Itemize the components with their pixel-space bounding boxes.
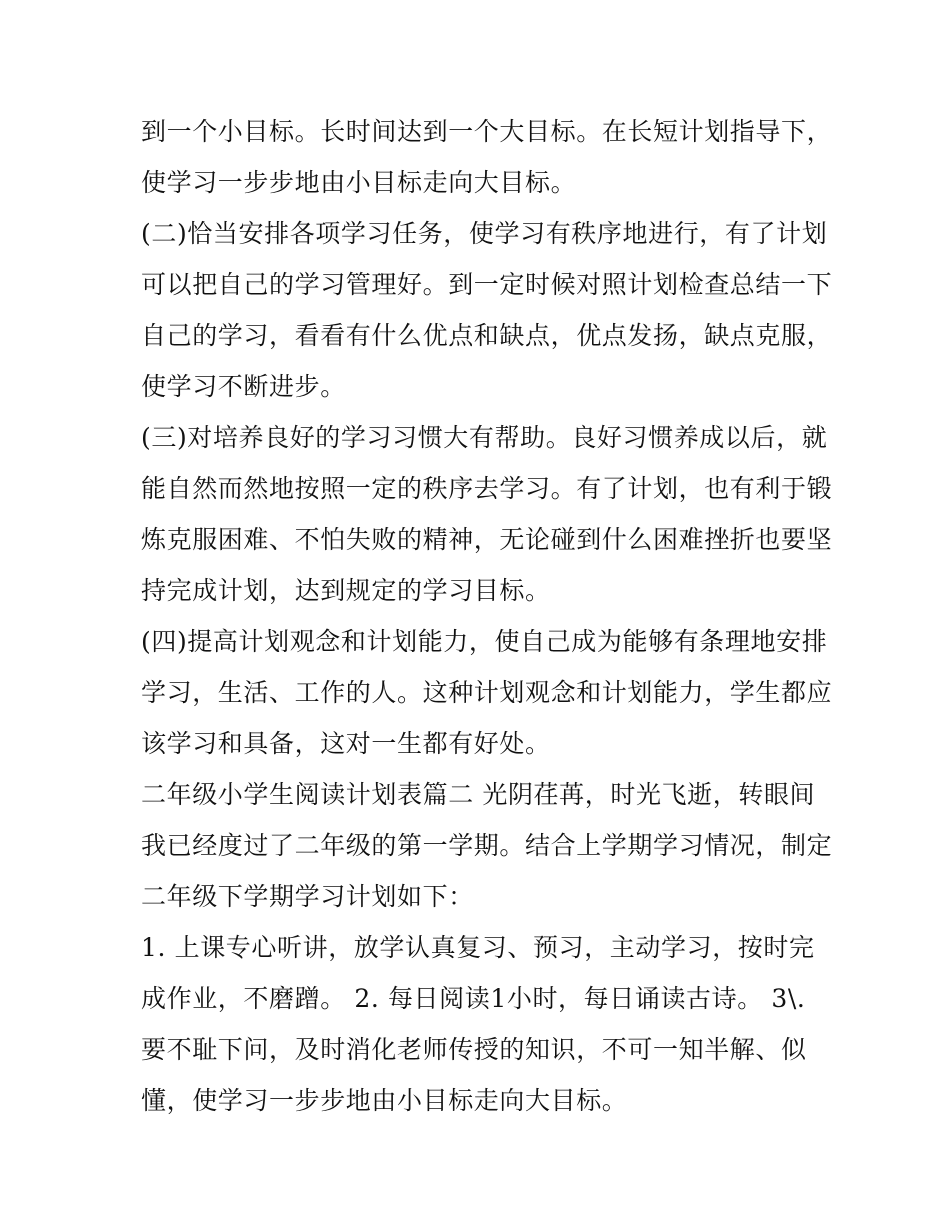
text-line: 学习，生活、工作的人。这种计划观念和计划能力，学生都应 (141, 678, 833, 707)
text-line: 持完成计划，达到规定的学习目标。 (141, 576, 551, 605)
text-line: 要不耻下问，及时消化老师传授的知识，不可一知半解、似 (141, 1035, 807, 1064)
text-line: 该学习和具备，这对一生都有好处。 (141, 729, 551, 758)
text-line: (二)恰当安排各项学习任务，使学习有秩序地进行，有了计划 (141, 219, 828, 248)
text-line: (四)提高计划观念和计划能力，使自己成为能够有条理地安排 (141, 627, 828, 656)
text-line: 可以把自己的学习管理好。到一定时候对照计划检查总结一下 (141, 270, 833, 299)
text-line: 自己的学习，看看有什么优点和缺点，优点发扬，缺点克服， (141, 321, 833, 350)
text-line: 我已经度过了二年级的第一学期。结合上学期学习情况，制定 (141, 831, 833, 860)
text-line: 成作业，不磨蹭。 2. 每日阅读1小时，每日诵读古诗。 3\. (141, 984, 806, 1013)
text-line: 能自然而然地按照一定的秩序去学习。有了计划，也有利于锻 (141, 474, 833, 503)
text-line: 到一个小目标。长时间达到一个大目标。在长短计划指导下， (141, 117, 833, 146)
body-text (141, 106, 831, 1126)
text-line: 懂，使学习一步步地由小目标走向大目标。 (141, 1086, 628, 1115)
text-line: 二年级下学期学习计划如下： (141, 882, 474, 911)
text-line: 炼克服困难、不怕失败的精神，无论碰到什么困难挫折也要坚 (141, 525, 833, 554)
text-line: 使学习一步步地由小目标走向大目标。 (141, 168, 577, 197)
text-line: 使学习不断进步。 (141, 372, 346, 401)
text-line: (三)对培养良好的学习习惯大有帮助。良好习惯养成以后，就 (141, 423, 828, 452)
text-line: 1. 上课专心听讲，放学认真复习、预习，主动学习，按时完 (141, 933, 815, 962)
text-line: 二年级小学生阅读计划表篇二 光阴荏苒，时光飞逝，转眼间 (141, 780, 816, 809)
